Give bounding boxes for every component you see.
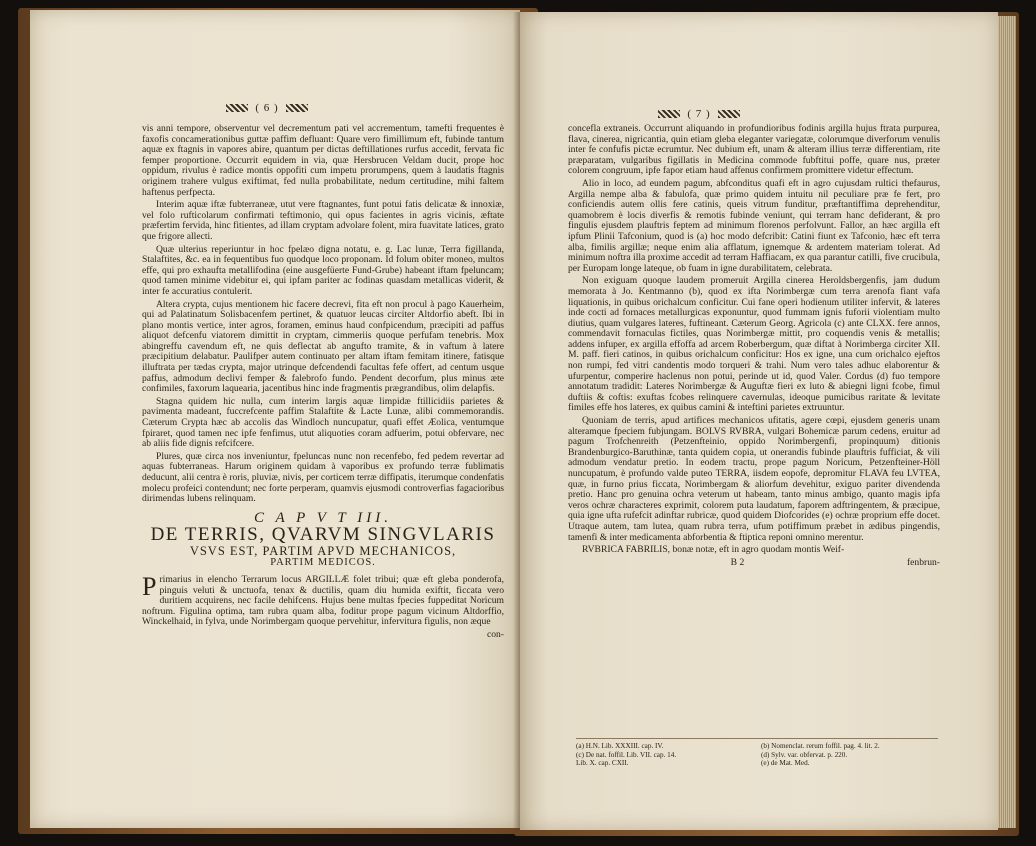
- footnote: (e) de Mat. Med.: [761, 759, 810, 768]
- paragraph: Interim aquæ iftæ fubterraneæ, utut vere ftagnantes, funt potui fatis delicatæ & innoxiæ, vel folo rufticolarum confirmati teftimonio, qui opus facientes in agris vicinis, æftate præfertim fervida, hinc fitientes, ad illam cryptam advolare folent, mira fuavitate latices, grato que frigore allecti.: [142, 199, 504, 242]
- paragraph: Stagna quidem hic nulla, cum interim largis aquæ limpidæ ftillicidiis parietes & pavimenta madeant, fuccrefcente paffim Stalaftite & Lacte Lunæ, alibi commemorandis. Cæterum Crypta hæc ab accolis das Windloch nuncupatur, quafi effet Æolica, ventumque fpiraret, quod tamen nec ipfe fenfimus, utut aliquoties coram adfuerim, potui obfervare, nec ab aliis fide dignis refcifcere.: [142, 395, 504, 450]
- right-page: [520, 12, 998, 830]
- catchword: fenbrun-: [906, 556, 940, 568]
- ornament-icon: [286, 104, 308, 112]
- footnote: (c) De nat. foffil. Lib. VII. cap. 14.: [576, 750, 677, 759]
- chapter-number: C A P V T III.: [254, 509, 392, 526]
- ornament-icon: [718, 110, 740, 118]
- footnote: (d) Sylv. var. obfervat. p. 220.: [761, 750, 848, 759]
- signature-mark: B 2: [730, 556, 745, 568]
- signature-line: [568, 558, 940, 569]
- right-page-header: [460, 108, 938, 120]
- right-page-body: [568, 124, 940, 568]
- paragraph: Quæ ulterius reperiuntur in hoc fpelæo digna notatu, e. g. Lac lunæ, Terra figillanda, Stalaftites, &c. ea in fequentibus fuo quodque loco proponam. Id folum obiter moneo, multos effe, qui pro exhaufta metallifodina (eine ausgefüerte Fund-Grube) habeant iftam fpeluncam; quod tamen minime videbitur ei, qui ipfam pariter ac fodinas quasdam metallicas viderit, & inter fe accuratius contulerit.: [142, 243, 504, 297]
- ornament-icon: [226, 104, 248, 112]
- footnote: Lib. X. cap. CXII.: [576, 759, 629, 768]
- left-page-body: [142, 124, 504, 641]
- left-page-header: [22, 102, 512, 114]
- open-book: [8, 6, 1024, 838]
- catchword: con-: [486, 628, 504, 640]
- left-page: [30, 10, 520, 828]
- paragraph: vis anni tempore, observentur vel decrementum pati vel accrementum, tamefti frequentes è faxofis concamerationibus guttæ paffim defluant: Quare vero fimillimum eft, fubinde tantum aquæ ex ftagnis in vapores abire, quantum per dictas deftillationes rurfus accedit, fervata fic femper proportione. Occurrit equidem in via, quæ Hersbrucen Veldam ducit, prope hoc oppidum, rivulus è radice montis oppofiti cum impetu prorumpens, quem à laudatis ftagnis originem trahere vulgus exiftimat, fed nulla probabilitate, nedum certitudine, mihi faltem haftenus perfpecta.: [142, 123, 504, 198]
- paragraph: rimarius in elencho Terrarum locus ARGILLÆ folet tribui; quæ eft gleba ponderofa, pinguis veluti & unctuofa, tenax & ductilis, quam diu humida exiftit, ficcata vero duritiem acquirens, nec facile dehifcens. Hujus bene multas fpecies fuppeditat Noricum noftrum. Figulina optima, tam rubra quam alba, foditur prope pagum vicinum Altdorffio, Winckelhaid, in fylva, unde Norimbergam quoque pervehitur, infervitura figulis, non æque: [142, 573, 504, 628]
- chapter-title: DE TERRIS, QVARVM SINGVLARIS: [150, 524, 496, 546]
- page-fore-edge: [998, 16, 1016, 828]
- footnotes: [576, 738, 938, 768]
- paragraph: RVBRICA FABRILIS, bonæ notæ, eft in agro quodam montis Weif-: [582, 544, 845, 556]
- paragraph: Non exiguam quoque laudem promeruit Argilla cinerea Heroldsbergenfis, jam dudum memorata à Jo. Kentmanno (b), quod ex ifta Norimbergæ cum terra arenofa fiant vafa liquationis, in quibus orichalcum conficitur. Cui fane operi hodienum utiliter infervit, & lateres inde cocti ad fornaces metallurgicas exponuntur, quod fummam ignis fuforii violentiam multo diutius, quam vulgares lateres, fuftineant. Cæterum Georg. Agricola (c) ante CLXX. fere annos, commendavit fornaculas fictiles, quas Norimbergæ mittit, pro coquendis venis & metallis; addens infuper, ex argilla effoffa ad arcem Roberbergum, quæ diftat à Norimberga circiter XII. M. paff. fieri catinos, in quibus orichalcum conficitur: Hos ex igne, una cum orichalco ejeftos non rumpi, fed vitri candentis modo torqueri & trahi. Num vero tales adhuc elaborentur & ufurpentur, comperire haclenus non potui, perinde ut id, quod Valer. Cordus (d) fuo tempore annotatum tradidit: Lateres Norimbergæ & Auguftæ fieri ex luto & abiegni ligni fcobe, fimul duftiis & coftis: exuftas fcobes relinquere cavernulas, ideoque pumicibus raritate & levitate fimiles effe hos lateres, ex quibus camini & inteftini parietes extruuntur.: [568, 275, 940, 414]
- paragraph: Altera crypta, cujus mentionem hic facere decrevi, fita eft non procul à pago Kauerheim, qui ad Palatinatum Solisbacenfem pertinet, & quatuor leucas circiter Altdorfio abeft. Ibi in plano montis vertice, inter agros, foramen, eminus haud confpicendum, præcipiti ad paffus aliquot defcenfu viatorem dimittit in cryptam, cimmeriis quoque perfufam tenebris. Mox abingreffu cavendum eft, ne quis deflectat ab angufto tramite, & in vaftum à latere præcipitium delabatur. Paulifper autem continuato per altam iftam femitam itinere, fatisque illuftrata per tædas crypta, major utrinque defcendendi facultas fefe offert, ad centum usque paffus, admodum declivi femper & falebrofo fundo. Pendent decorfum, plus minus æte confimiles, faxorum laquearia, jacentibus hinc inde fragmentis prægrandibus, olim delapfis.: [142, 298, 504, 395]
- drop-cap: P: [142, 571, 157, 601]
- paragraph: Quoniam de terris, apud artifices mechanicos ufitatis, agere cœpi, ejusdem generis unam alteramque fpeciem fubjungam. BOLVS RVBRA, vulgari Bohemicæ parum cedens, eruitur ad pagum Trofchenreith (Petzenfteinio, oppido Norimbergenfi, propinquum) ditionis Brandenburgico-Baruthinæ, tanta quidem copia, ut onerandis fubinde plauftris fufficiat, & vili admodum vendatur pretio. In eodem tractu, prope pagum Noricum, Petzenfteiner-Höll nuncupatum, è profundo valde puteo TERRA, iisdem eopofe, depromitur FLAVA feu LVTEA, quæ, in furno prius ficcata, Norimbergam & aliorfum devehitur, exiguo pariter divendenda pretio. Hanc pro genuina ochra veterum ut habeam, tanto minus ambigo, quanto magis ipfa veros ochræ characteres exprimit, colorem puta laudatum, faporem adftringentem, & præcipue, quia igne ufta rufefcit adinftar rubricæ, quod quidem Diofcorides (e) ochræ proprium effe docet. Utraque autem, tam lutea, quam rubra terra, ufum potiffimum præbet in ædibus pingendis, tamenfi & inter medicamenta abforbentia & ftiptica reponi omnino merentur.: [568, 415, 940, 543]
- paragraph: Plures, quæ circa nos inveniuntur, fpeluncas nunc non recenfebo, fed pedem revertar ad aquas fubterraneas. Harum originem quidam à vaporibus ex profundo terræ fublimatis deducunt, alii centra è roris, pluviæ, nivis, per corticem terræ diffipatis, iterumque condenfatis molecu profeici contendunt; nec forte perperam, quamvis ejusmodi controverfias fagacioribus dirimendas lubens relinquam.: [142, 450, 504, 505]
- ornament-icon: [658, 110, 680, 118]
- footnote: (a) H.N. Lib. XXXIII. cap. IV.: [576, 742, 664, 750]
- paragraph: concefla extraneis. Occurrunt aliquando in profundioribus fodinis argilla hujus ftrata purpurea, flava, cinerea, nigricantia, quin etiam gleba eleganter variegatæ, colorumque diverforum venulis inter fe confufis pictæ ecrumtur. Nec dubium eft, unam & alteram illius terræ differentiam, rite præparatam, vulgaribus figillatis in Medicina commode fubftitui poffe, quare nus, præter colorem congruum, ipfe fapor etiam haud affenus confirmem promittere videtur effectum.: [568, 123, 940, 177]
- chapter-subtitle-2: PARTIM MEDICOS.: [270, 557, 376, 569]
- page-number: ( 6 ): [255, 102, 279, 114]
- footnote: (b) Nomenclat. rerum foffil. pag. 4. lit. 2.: [761, 742, 880, 750]
- page-number: ( 7 ): [687, 108, 711, 120]
- paragraph: Alio in loco, ad eundem pagum, abfconditus quafi eft in agro cujusdam rultici thefaurus, Argilla nempe alba & fabulofa, quæ primo quidem intuitu nil peculiare præ fe fert, pro conficiendis autem ollis fere catinis, queis vitrum funditur, præftantiffima deprehenditur, quamobrem è locis diverfis & remotis fubinde veniunt, qui terram hanc defiderant, & pro fingulis ejusdem plauftris feptem ad minimum florenos perfolvunt. Fallor, an hæc argilla eft ipfum Plinii Tafconium, quod is (a) hoc modo defcribit: Catini fiunt ex Tafconio, hæc eft terra alba, fimilis argillæ; neque enim alia afflatum, ignemque & ardentem materiam tolerat. Ad minimum noftra illa proxime accedit ad terram Haffiacam, ex qua parantur catilli, five crucibula, per Europam longe lateque, ob fuam in igne durabilitatem, celebrata.: [568, 177, 940, 274]
- chapter-subtitle: VSVS EST, PARTIM APVD MECHANICOS,: [189, 544, 457, 559]
